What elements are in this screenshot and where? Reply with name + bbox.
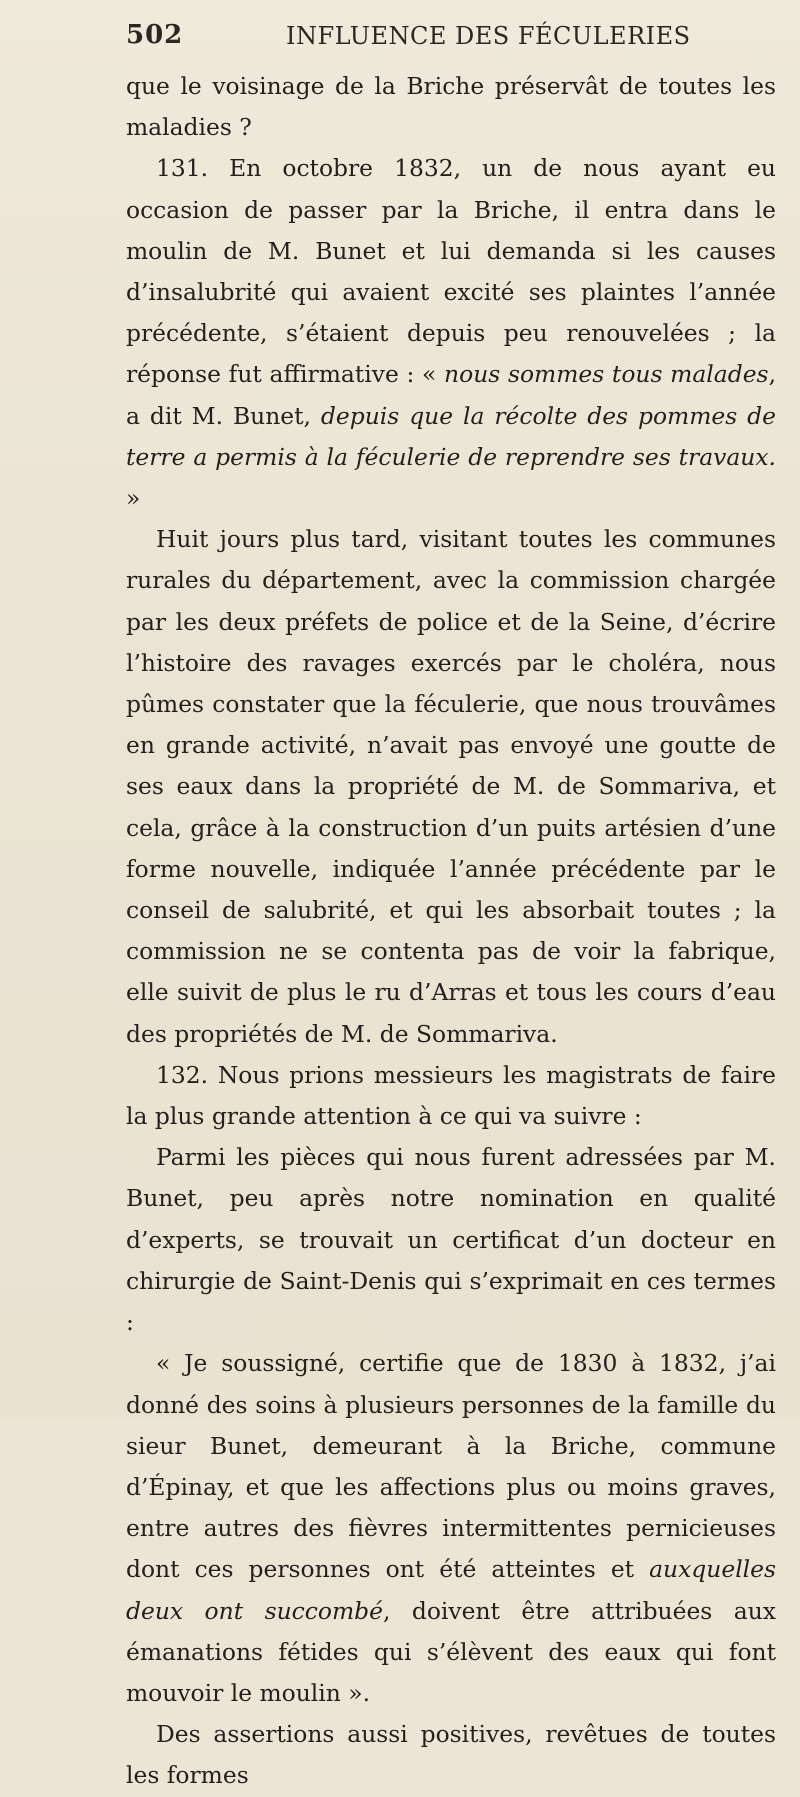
body-text	[126, 66, 776, 1797]
paragraph-final	[126, 1714, 776, 1796]
paragraph-text: »	[126, 484, 141, 513]
quoted-italic: depuis que la récolte des pommes de terre a permis à la féculerie de reprendre ses travaux.	[126, 401, 776, 471]
paragraph-number: 132.	[156, 1060, 209, 1089]
paragraph-131	[126, 148, 776, 519]
paragraph-text: Parmi les pièces qui nous furent adressées par M. Bunet, peu après notre nomination en qualité d’experts, se trouvait un certificat d’un docteur en chirurgie de Saint-Denis qui s’exprimait en ces termes :	[126, 1143, 776, 1337]
paragraph-text: , doivent être attribuées aux émanations fétides qui s’élèvent des eaux qui font mouvoir le moulin ».	[126, 1596, 776, 1707]
paragraph-132	[126, 1055, 776, 1137]
quoted-italic: auxquelles deux ont succombé	[126, 1555, 776, 1625]
paragraph-certificate-intro	[126, 1137, 776, 1343]
paragraph-text: Nous prions messieurs les magistrats de faire la plus grande attention à ce qui va suivre :	[126, 1060, 776, 1131]
quoted-italic: nous sommes tous malades	[444, 360, 769, 389]
paragraph-certificate-quote	[126, 1343, 776, 1714]
page-number: 502	[126, 20, 184, 50]
running-title: INFLUENCE DES FÉCULERIES	[286, 22, 691, 50]
paragraph-text: que le voisinage de la Briche préservât de toutes les maladies ?	[126, 72, 776, 142]
paragraph-continuation	[126, 66, 776, 148]
running-head	[126, 20, 760, 56]
paragraph-text: , a dit M. Bunet,	[126, 360, 776, 430]
paragraph-visit	[126, 519, 776, 1055]
paragraph-text: « Je soussigné, certifie que de 1830 à 1832, j’ai donné des soins à plusieurs personnes de la famille du sieur Bunet, demeurant à la Briche, commune d’Épinay, et que les affections plus ou moins graves, entre autres des fièvres intermittentes pernicieuses dont ces personnes ont été atteintes et	[126, 1349, 776, 1584]
paragraph-number: 131.	[156, 154, 209, 183]
paragraph-text: En octobre 1832, un de nous ayant eu occasion de passer par la Briche, il entra dans le moulin de M. Bunet et lui demanda si les causes d’insalubrité qui avaient excité ses plaintes l’année précédente, s’étaient depuis peu renouvelées ; la réponse fut affirmative : «	[126, 154, 776, 389]
paragraph-text: Huit jours plus tard, visitant toutes les communes rurales du département, avec la commission chargée par les deux préfets de police et de la Seine, d’écrire l’histoire des ravages exercés par le choléra, nous pûmes constater que la féculerie, que nous trouvâmes en grande activité, n’avait pas envoyé une goutte de ses eaux dans la propriété de M. de Sommariva, et cela, grâce à la construction d’un puits artésien d’une forme nouvelle, indiquée l’année précédente par le conseil de salubrité, et qui les absorbait toutes ; la commission ne se contenta pas de voir la fabrique, elle suivit de plus le ru d’Arras et tous les cours d’eau des propriétés de M. de Sommariva.	[126, 525, 776, 1048]
paragraph-text: Des assertions aussi positives, revêtues de toutes les formes	[126, 1720, 776, 1790]
